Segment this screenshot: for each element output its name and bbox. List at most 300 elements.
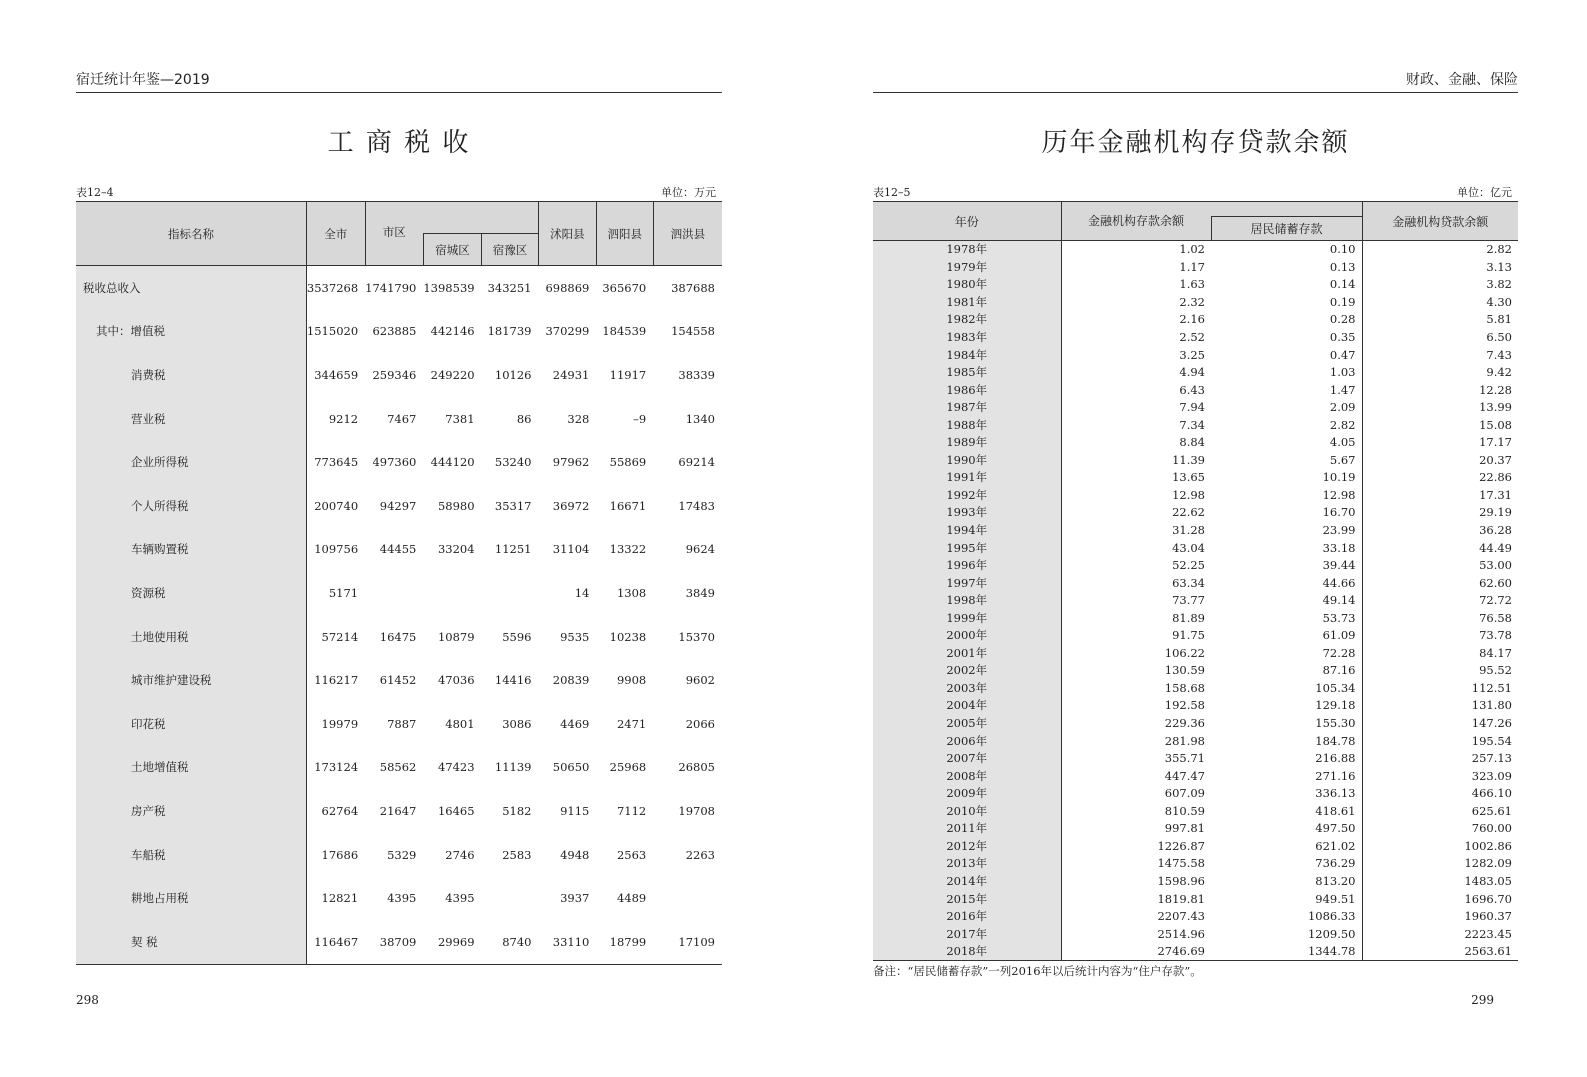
- savings-cell: 336.13: [1315, 786, 1356, 801]
- loans-cell: 112.51: [1362, 680, 1518, 698]
- indicator-name: 个人所得税: [76, 484, 306, 528]
- table-row: [873, 645, 1518, 663]
- loans-cell: 5.81: [1362, 311, 1518, 329]
- table-row: [873, 259, 1518, 277]
- col-savings-spacer: [1211, 202, 1362, 217]
- deposits-cell: 43.04: [1061, 539, 1211, 557]
- year-cell: 2015年: [873, 890, 1061, 908]
- tax-value: 62764: [321, 803, 359, 818]
- deposits-cell: 7.94: [1061, 399, 1211, 417]
- year-cell: 2000年: [873, 627, 1061, 645]
- deposits-cell: 229.36: [1061, 715, 1211, 733]
- loans-cell: 73.78: [1362, 627, 1518, 645]
- deposits-cell: 73.77: [1061, 592, 1211, 610]
- tax-value: 154558: [671, 324, 715, 339]
- savings-cell: 1.03: [1329, 365, 1356, 380]
- year-cell: 2016年: [873, 908, 1061, 926]
- loans-cell: 17.31: [1362, 487, 1518, 505]
- savings-cell: 1344.78: [1307, 944, 1356, 959]
- table-row: [873, 908, 1518, 926]
- deposits-cell: 1.63: [1061, 276, 1211, 294]
- tax-value: 97962: [552, 455, 590, 470]
- table-row: [873, 399, 1518, 417]
- tax-value: 50650: [552, 760, 590, 775]
- deposits-cell: 997.81: [1061, 820, 1211, 838]
- year-cell: 1995年: [873, 539, 1061, 557]
- loans-cell: 6.50: [1362, 329, 1518, 347]
- year-cell: 1982年: [873, 311, 1061, 329]
- table-row: [873, 855, 1518, 873]
- indicator-name: 资源税: [76, 571, 306, 615]
- loans-cell: 15.08: [1362, 416, 1518, 434]
- table-row: [76, 397, 722, 441]
- year-cell: 1996年: [873, 557, 1061, 575]
- col-sucheng: 宿城区: [423, 234, 481, 266]
- tax-value: 3937: [560, 891, 590, 906]
- table-row: [873, 609, 1518, 627]
- tax-value: 8740: [502, 934, 532, 949]
- indicator-name: 城市维护建设税: [76, 658, 306, 702]
- tax-value: 1340: [685, 411, 715, 426]
- year-cell: 2017年: [873, 925, 1061, 943]
- tax-value: 9115: [560, 803, 590, 818]
- table-row: [873, 943, 1518, 961]
- savings-cell: 39.44: [1322, 558, 1356, 573]
- savings-cell: 5.67: [1329, 452, 1356, 467]
- finance-table-unit: 单位：亿元: [1457, 186, 1512, 199]
- table-row: [873, 750, 1518, 768]
- tax-value: 94297: [379, 498, 417, 513]
- tax-value: 7112: [616, 803, 647, 818]
- table-row: [873, 873, 1518, 891]
- col-year: 年份: [873, 202, 1061, 241]
- tax-value: 173124: [314, 760, 359, 775]
- table-row: [76, 571, 722, 615]
- col-urban: 市区: [365, 202, 423, 266]
- year-cell: 1978年: [873, 241, 1061, 259]
- indicator-name: 车船税: [76, 833, 306, 877]
- tax-value: 25968: [609, 760, 647, 775]
- loans-cell: 1002.86: [1362, 838, 1518, 856]
- indicator-name: 房产税: [76, 789, 306, 833]
- table-row: [873, 715, 1518, 733]
- savings-cell: 271.16: [1315, 768, 1356, 783]
- tax-value: 11917: [609, 367, 647, 382]
- tax-value: 2746: [445, 847, 475, 862]
- tax-value: 14416: [494, 673, 532, 688]
- tax-table-unit: 单位：万元: [661, 186, 716, 199]
- deposits-cell: 447.47: [1061, 767, 1211, 785]
- tax-value: 4395: [387, 891, 417, 906]
- table-row: [873, 452, 1518, 470]
- loans-cell: 62.60: [1362, 574, 1518, 592]
- loans-cell: 72.72: [1362, 592, 1518, 610]
- tax-value: 444120: [430, 455, 475, 470]
- savings-cell: 2.82: [1329, 417, 1356, 432]
- deposits-cell: 355.71: [1061, 750, 1211, 768]
- tax-value: 19708: [678, 803, 715, 818]
- tax-value: 5329: [387, 847, 417, 862]
- year-cell: 1991年: [873, 469, 1061, 487]
- savings-cell: 0.28: [1329, 312, 1356, 327]
- loans-cell: 13.99: [1362, 399, 1518, 417]
- year-cell: 2006年: [873, 732, 1061, 750]
- loans-cell: 760.00: [1362, 820, 1518, 838]
- savings-cell: 10.19: [1322, 470, 1356, 485]
- tax-value: 35317: [494, 498, 532, 513]
- loans-cell: 2223.45: [1362, 925, 1518, 943]
- finance-table-title: 历年金融机构存贷款余额: [1041, 128, 1350, 158]
- tax-value: 7887: [387, 716, 417, 731]
- year-cell: 2004年: [873, 697, 1061, 715]
- loans-cell: 2563.61: [1362, 943, 1518, 961]
- tax-value: 16475: [379, 629, 417, 644]
- tax-value: 12821: [321, 891, 359, 906]
- right-page-number: 299: [1471, 993, 1494, 1007]
- table-row: [76, 528, 722, 572]
- tax-value: 2583: [502, 847, 532, 862]
- year-cell: 1989年: [873, 434, 1061, 452]
- loans-cell: 257.13: [1362, 750, 1518, 768]
- savings-cell: 4.05: [1329, 435, 1356, 450]
- savings-cell: 105.34: [1315, 680, 1356, 695]
- finance-table-id: 表12–5: [873, 186, 911, 199]
- year-cell: 1994年: [873, 522, 1061, 540]
- table-row: [76, 310, 722, 354]
- tax-value: 387688: [671, 280, 715, 295]
- finance-table: [873, 201, 1518, 961]
- savings-cell: 418.61: [1315, 803, 1356, 818]
- tax-value: 4801: [445, 716, 475, 731]
- table-row: [873, 574, 1518, 592]
- tax-value: 4469: [560, 716, 590, 731]
- deposits-cell: 1475.58: [1061, 855, 1211, 873]
- table-row: [873, 276, 1518, 294]
- year-cell: 1987年: [873, 399, 1061, 417]
- year-cell: 1983年: [873, 329, 1061, 347]
- savings-cell: 72.28: [1322, 645, 1356, 660]
- tax-value: 33110: [552, 934, 590, 949]
- table-row: [873, 434, 1518, 452]
- col-deposits: 金融机构存款余额: [1061, 202, 1211, 241]
- tax-value: 9535: [560, 629, 590, 644]
- savings-cell: 0.19: [1329, 294, 1356, 309]
- table-row: [873, 820, 1518, 838]
- table-row: [873, 627, 1518, 645]
- savings-cell: 0.10: [1329, 242, 1356, 257]
- savings-cell: 49.14: [1322, 593, 1356, 608]
- tax-value: 1308: [616, 585, 647, 600]
- loans-cell: 29.19: [1362, 504, 1518, 522]
- table-row: [873, 504, 1518, 522]
- tax-value: 4395: [445, 891, 475, 906]
- tax-value: 18799: [609, 934, 647, 949]
- year-cell: 2005年: [873, 715, 1061, 733]
- tax-value: 3537268: [306, 280, 359, 295]
- deposits-cell: 2.32: [1061, 294, 1211, 312]
- loans-cell: 53.00: [1362, 557, 1518, 575]
- table-note: 备注：“居民储蓄存款”一列2016年以后统计内容为“住户存款”。: [873, 964, 1202, 978]
- left-page: [76, 0, 722, 1077]
- indicator-name: 车辆购置税: [76, 528, 306, 572]
- table-row: [873, 803, 1518, 821]
- tax-value: 86: [516, 411, 532, 426]
- savings-cell: 216.88: [1315, 751, 1356, 766]
- tax-value: 26805: [678, 760, 715, 775]
- tax-value: 16465: [437, 803, 475, 818]
- table-row: [873, 767, 1518, 785]
- tax-value: 442146: [430, 324, 475, 339]
- table-row: [76, 920, 722, 964]
- deposits-cell: 81.89: [1061, 609, 1211, 627]
- tax-value: 773645: [314, 455, 359, 470]
- tax-value: 328: [567, 411, 590, 426]
- deposits-cell: 2514.96: [1061, 925, 1211, 943]
- deposits-cell: 91.75: [1061, 627, 1211, 645]
- tax-value: 47036: [437, 673, 475, 688]
- tax-value: [482, 876, 539, 920]
- savings-cell: 813.20: [1315, 873, 1356, 888]
- tax-value: 200740: [314, 498, 359, 513]
- tax-value: 5182: [502, 803, 532, 818]
- yearbook-title: 宿迁统计年鉴—2019: [76, 72, 210, 88]
- loans-cell: 9.42: [1362, 364, 1518, 382]
- year-cell: 2001年: [873, 645, 1061, 663]
- tax-value: 344659: [314, 367, 359, 382]
- indicator-name: 印花税: [76, 702, 306, 746]
- loans-cell: 12.28: [1362, 381, 1518, 399]
- year-cell: 2011年: [873, 820, 1061, 838]
- tax-value: 623885: [372, 324, 417, 339]
- tax-value: 31104: [552, 542, 590, 557]
- year-cell: 1984年: [873, 346, 1061, 364]
- table-row: [873, 416, 1518, 434]
- tax-value: 9624: [685, 542, 715, 557]
- col-savings: 居民储蓄存款: [1211, 216, 1362, 240]
- table-row: [873, 469, 1518, 487]
- tax-value: [365, 571, 423, 615]
- year-cell: 2014年: [873, 873, 1061, 891]
- savings-cell: 1.47: [1329, 382, 1356, 397]
- tax-value: 9602: [685, 673, 715, 688]
- savings-cell: 129.18: [1315, 698, 1356, 713]
- loans-cell: 466.10: [1362, 785, 1518, 803]
- loans-cell: 3.13: [1362, 259, 1518, 277]
- savings-cell: 736.29: [1315, 856, 1356, 871]
- tax-table-title: 工 商 税 收: [327, 128, 471, 158]
- tax-value: 4489: [616, 891, 647, 906]
- indicator-name: 税收总收入: [76, 266, 306, 310]
- year-cell: 1990年: [873, 452, 1061, 470]
- loans-cell: 4.30: [1362, 294, 1518, 312]
- savings-cell: 87.16: [1322, 663, 1356, 678]
- tax-value: 10879: [437, 629, 475, 644]
- savings-cell: 1086.33: [1307, 909, 1356, 924]
- savings-cell: 2.09: [1329, 400, 1356, 415]
- tax-value: 1515020: [306, 324, 359, 339]
- tax-value: 9908: [616, 673, 647, 688]
- year-cell: 2003年: [873, 680, 1061, 698]
- loans-cell: 2.82: [1362, 241, 1518, 259]
- tax-value: 9212: [328, 411, 359, 426]
- tax-value: 7467: [387, 411, 417, 426]
- loans-cell: 17.17: [1362, 434, 1518, 452]
- table-row: [873, 890, 1518, 908]
- loans-cell: 323.09: [1362, 767, 1518, 785]
- deposits-cell: 31.28: [1061, 522, 1211, 540]
- right-page: [873, 0, 1518, 1077]
- tax-value: 61452: [379, 673, 417, 688]
- savings-cell: 16.70: [1322, 505, 1356, 520]
- year-cell: 2009年: [873, 785, 1061, 803]
- tax-value: 116217: [314, 673, 359, 688]
- loans-cell: 76.58: [1362, 609, 1518, 627]
- tax-value: 1398539: [423, 280, 475, 295]
- table-row: [873, 381, 1518, 399]
- tax-value: 20839: [552, 673, 590, 688]
- deposits-cell: 106.22: [1061, 645, 1211, 663]
- table-row: [873, 364, 1518, 382]
- col-suyu: 宿豫区: [482, 234, 539, 266]
- savings-cell: 53.73: [1322, 610, 1356, 625]
- savings-cell: 497.50: [1315, 821, 1356, 836]
- year-cell: 2008年: [873, 767, 1061, 785]
- savings-cell: 23.99: [1322, 523, 1356, 538]
- indicator-name: 土地增值税: [76, 746, 306, 790]
- tax-value: 21647: [379, 803, 417, 818]
- loans-cell: 36.28: [1362, 522, 1518, 540]
- tax-value: 11139: [494, 760, 532, 775]
- table-row: [873, 592, 1518, 610]
- deposits-cell: 1.17: [1061, 259, 1211, 277]
- tax-value: 10238: [609, 629, 647, 644]
- year-cell: 1998年: [873, 592, 1061, 610]
- indicator-name: 其中：增值税: [76, 310, 306, 354]
- table-row: [873, 925, 1518, 943]
- deposits-cell: 63.34: [1061, 574, 1211, 592]
- loans-cell: 1960.37: [1362, 908, 1518, 926]
- year-cell: 2013年: [873, 855, 1061, 873]
- tax-value: 370299: [545, 324, 590, 339]
- table-row: [76, 615, 722, 659]
- table-row: [873, 241, 1518, 259]
- tax-value: 29969: [437, 934, 475, 949]
- tax-value: 184539: [602, 324, 647, 339]
- table-row: [76, 789, 722, 833]
- col-loans: 金融机构贷款余额: [1362, 202, 1518, 241]
- year-cell: 2007年: [873, 750, 1061, 768]
- table-row: [873, 697, 1518, 715]
- tax-value: 365670: [602, 280, 647, 295]
- year-cell: 1993年: [873, 504, 1061, 522]
- deposits-cell: 11.39: [1061, 452, 1211, 470]
- table-row: [76, 876, 722, 920]
- year-cell: 2012年: [873, 838, 1061, 856]
- tax-value: 17109: [678, 934, 715, 949]
- deposits-cell: 1.02: [1061, 241, 1211, 259]
- deposits-cell: 1819.81: [1061, 890, 1211, 908]
- savings-cell: 33.18: [1322, 540, 1356, 555]
- year-cell: 1985年: [873, 364, 1061, 382]
- savings-cell: 44.66: [1322, 575, 1356, 590]
- tax-value: 57214: [321, 629, 359, 644]
- savings-cell: 1209.50: [1307, 926, 1356, 941]
- tax-table-meta: [76, 184, 722, 198]
- table-row: [76, 658, 722, 702]
- tax-value: 36972: [552, 498, 590, 513]
- tax-value: 116467: [314, 934, 359, 949]
- table-row: [873, 732, 1518, 750]
- tax-value: 3849: [685, 585, 715, 600]
- indicator-name: 契 税: [76, 920, 306, 964]
- indicator-name: 消费税: [76, 353, 306, 397]
- year-cell: 2018年: [873, 943, 1061, 961]
- tax-value: 4948: [560, 847, 590, 862]
- deposits-cell: 2.16: [1061, 311, 1211, 329]
- tax-value: 7381: [445, 411, 475, 426]
- tax-table-body: [76, 266, 722, 965]
- tax-table: [76, 201, 722, 965]
- loans-cell: 44.49: [1362, 539, 1518, 557]
- year-cell: 1981年: [873, 294, 1061, 312]
- year-cell: 1997年: [873, 574, 1061, 592]
- tax-value: 10126: [494, 367, 532, 382]
- tax-value: 17483: [678, 498, 715, 513]
- tax-value: 1741790: [365, 280, 417, 295]
- deposits-cell: 192.58: [1061, 697, 1211, 715]
- finance-table-meta: [873, 184, 1518, 198]
- right-running-head: [873, 74, 1518, 93]
- savings-cell: 0.13: [1329, 259, 1356, 274]
- deposits-cell: 1226.87: [1061, 838, 1211, 856]
- savings-cell: 0.35: [1329, 330, 1356, 344]
- deposits-cell: 2746.69: [1061, 943, 1211, 961]
- indicator-name: 土地使用税: [76, 615, 306, 659]
- savings-cell: 155.30: [1315, 716, 1356, 731]
- deposits-cell: 8.84: [1061, 434, 1211, 452]
- table-row: [76, 702, 722, 746]
- savings-cell: 621.02: [1315, 838, 1356, 853]
- tax-value: 259346: [372, 367, 417, 382]
- tax-value: 38709: [379, 934, 417, 949]
- section-title: 财政、金融、保险: [1406, 72, 1518, 88]
- year-cell: 1979年: [873, 259, 1061, 277]
- indicator-name: 耕地占用税: [76, 876, 306, 920]
- col-urban-spacer: [423, 202, 538, 234]
- savings-cell: 0.14: [1329, 277, 1356, 292]
- deposits-cell: 4.94: [1061, 364, 1211, 382]
- savings-cell: 12.98: [1322, 487, 1356, 502]
- table-row: [873, 539, 1518, 557]
- table-row: [873, 294, 1518, 312]
- left-running-head: [76, 74, 722, 93]
- loans-cell: 3.82: [1362, 276, 1518, 294]
- loans-cell: 95.52: [1362, 662, 1518, 680]
- deposits-cell: 1598.96: [1061, 873, 1211, 891]
- left-page-number: 298: [76, 993, 99, 1007]
- table-row: [873, 329, 1518, 347]
- tax-value: 55869: [609, 455, 647, 470]
- tax-value: 24931: [552, 367, 590, 382]
- col-sihong: 泗洪县: [653, 202, 722, 266]
- table-row: [873, 346, 1518, 364]
- tax-value: 5596: [502, 629, 532, 644]
- tax-value: 343251: [487, 280, 532, 295]
- table-row: [873, 838, 1518, 856]
- finance-table-body: [873, 241, 1518, 961]
- loans-cell: 625.61: [1362, 803, 1518, 821]
- tax-value: 17686: [321, 847, 359, 862]
